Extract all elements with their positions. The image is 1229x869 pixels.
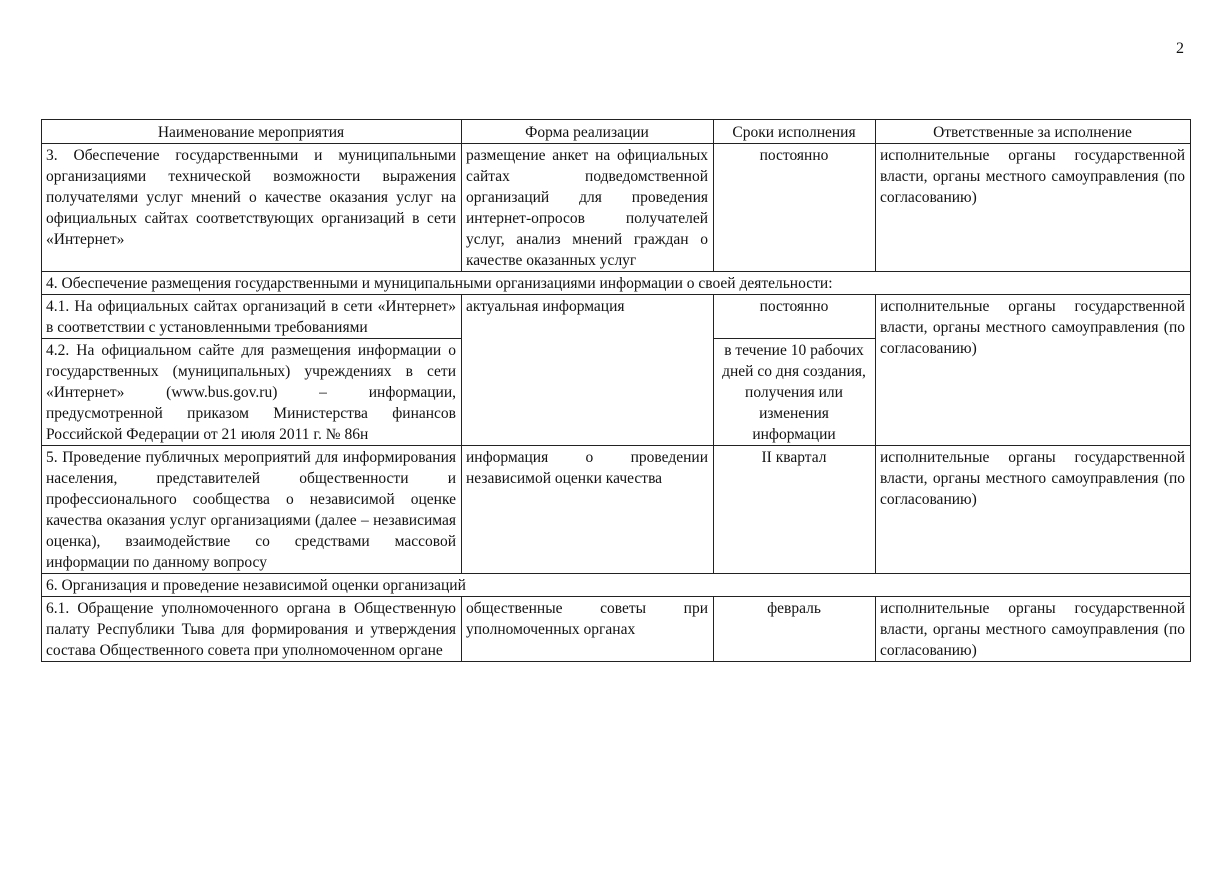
cell-name: 3. Обеспечение государственными и муниципальными организациями технической возможности выражения получателями услуг мнений о качестве оказания услуг на официальных сайтах соответствующих организаций в сети «Интернет»: [42, 144, 462, 272]
cell-form: общественные советы при уполномоченных органах: [462, 597, 714, 662]
cell-responsible: исполнительные органы государственной власти, органы местного самоуправления (по согласованию): [876, 446, 1191, 574]
table-row: [42, 295, 1191, 339]
cell-form: размещение анкет на официальных сайтах подведомственной организаций для проведения интернет-опросов получателей услуг, анализ мнений граждан о качестве оказанных услуг: [462, 144, 714, 272]
header-term: Сроки исполнения: [714, 120, 876, 144]
table-row: [42, 446, 1191, 574]
cell-term: февраль: [714, 597, 876, 662]
section-row: 6. Организация и проведение независимой оценки организаций: [42, 574, 1191, 597]
cell-name: 4.2. На официальном сайте для размещения информации о государственных (муниципальных) учреждениях в сети «Интернет» (www.bus.gov.ru) – информации, предусмотренной приказом Министерства финансов Российской Федерации от 21 июля 2011 г. № 86н: [42, 339, 462, 446]
table-row: [42, 597, 1191, 662]
cell-name: 5. Проведение публичных мероприятий для информирования населения, представителей общественности и профессионального сообщества о независимой оценке качества оказания услуг организациями (далее – независимая оценка), взаимодействие со средствами массовой информации по данному вопросу: [42, 446, 462, 574]
cell-term: постоянно: [714, 144, 876, 272]
table-header-row: [42, 120, 1191, 144]
section-row: 4. Обеспечение размещения государственными и муниципальными организациями информации о своей деятельности:: [42, 272, 1191, 295]
cell-form: актуальная информация: [462, 295, 714, 446]
action-plan-table: [41, 119, 1191, 662]
cell-name: 4.1. На официальных сайтах организаций в сети «Интернет» в соответствии с установленными требованиями: [42, 295, 462, 339]
table-row: [42, 144, 1191, 272]
table-row: [42, 272, 1191, 295]
cell-responsible: исполнительные органы государственной власти, органы местного самоуправления (по согласованию): [876, 144, 1191, 272]
cell-name: 6.1. Обращение уполномоченного органа в Общественную палату Республики Тыва для формирования и утверждения состава Общественного совета при уполномоченном органе: [42, 597, 462, 662]
cell-responsible: исполнительные органы государственной власти, органы местного самоуправления (по согласованию): [876, 295, 1191, 446]
table-row: [42, 574, 1191, 597]
cell-form: информация о проведении независимой оценки качества: [462, 446, 714, 574]
cell-term: постоянно: [714, 295, 876, 339]
page-number: 2: [1176, 40, 1184, 57]
header-form: Форма реализации: [462, 120, 714, 144]
header-name: Наименование мероприятия: [42, 120, 462, 144]
cell-term: в течение 10 рабочих дней со дня создания, получения или изменения информации: [714, 339, 876, 446]
cell-responsible: исполнительные органы государственной власти, органы местного самоуправления (по согласованию): [876, 597, 1191, 662]
cell-term: II квартал: [714, 446, 876, 574]
header-responsible: Ответственные за исполнение: [876, 120, 1191, 144]
